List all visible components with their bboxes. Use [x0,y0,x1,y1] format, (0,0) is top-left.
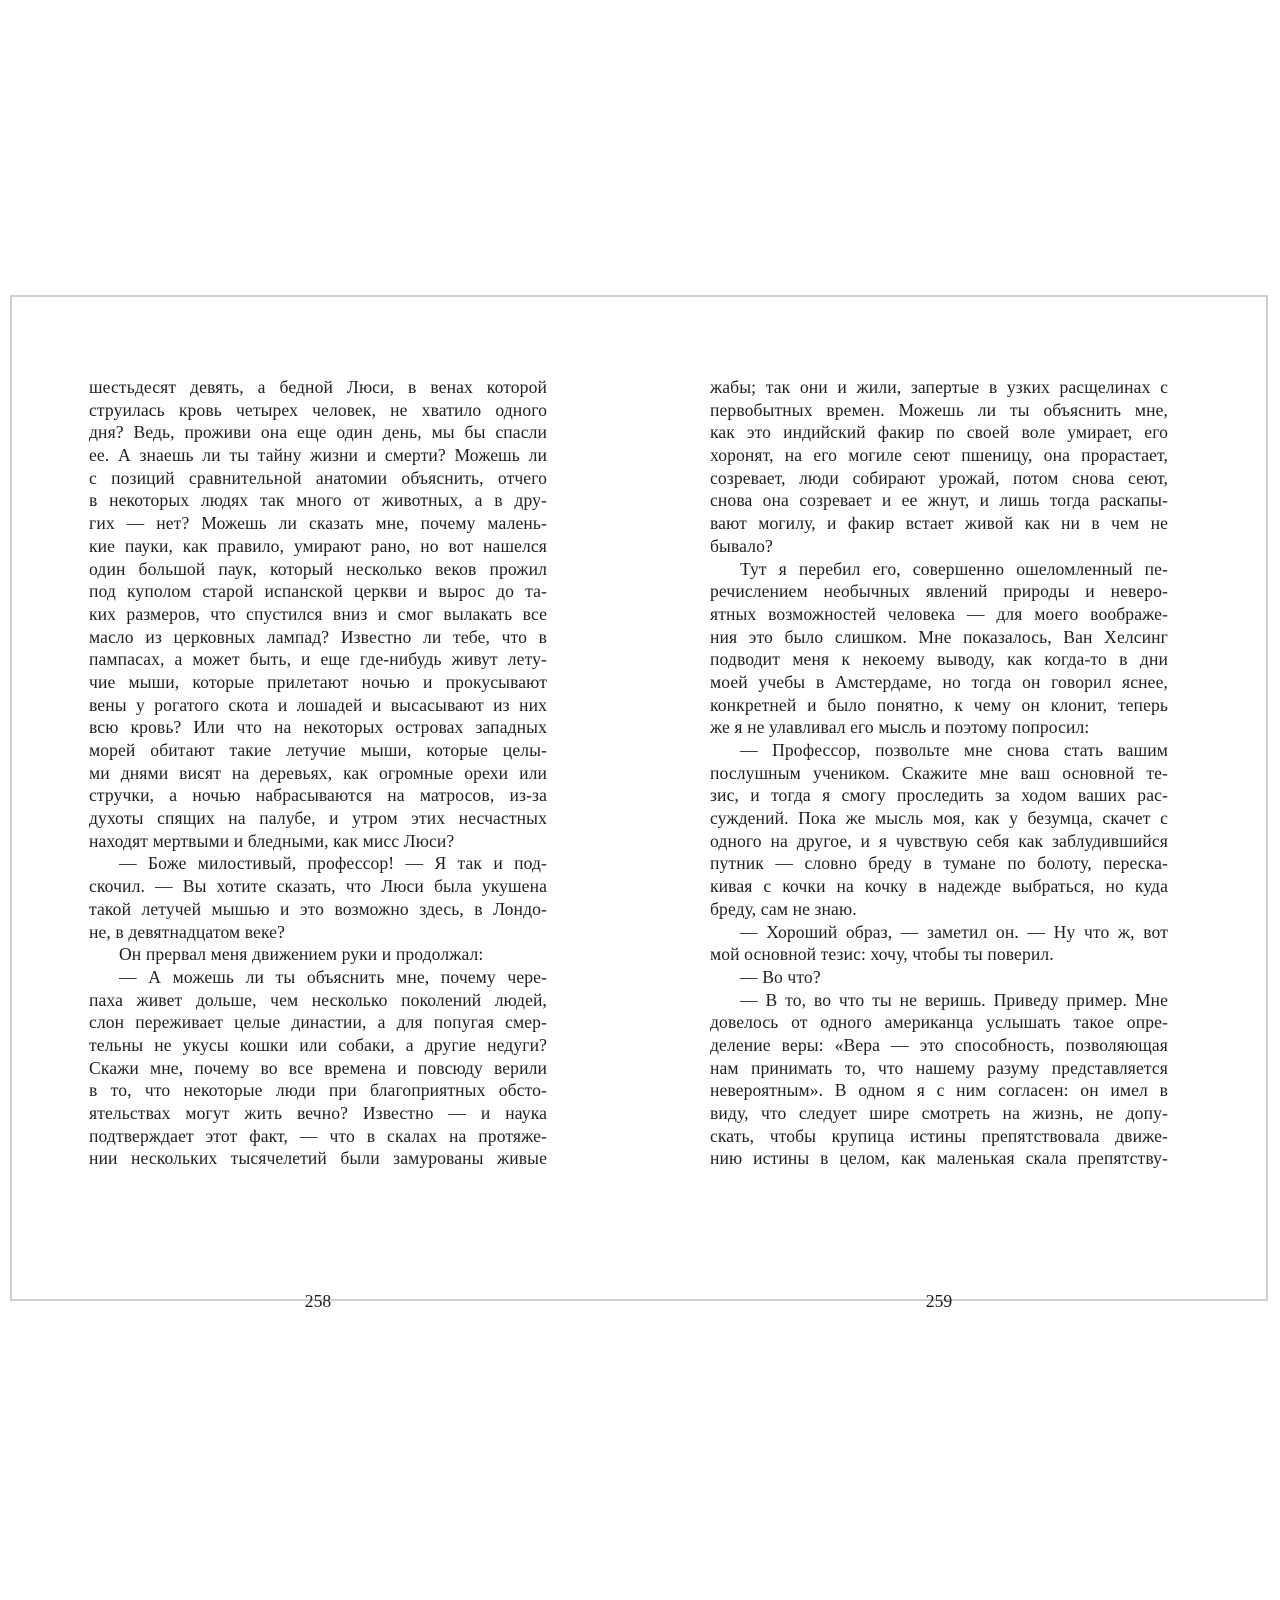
text-line: ких размеров, что спустился вниз и смог вылакать все [89,603,547,624]
text-line: мой основной тезис: хочу, чтобы ты поверил. [710,944,1054,965]
text-line: моей учебы в Амстердаме, но тогда он говорил яснее, [710,671,1168,692]
text-line: вают могилу, и факир встает живой как ни в чем не [710,513,1168,534]
text-line: шестьдесят девять, а бедной Люси, в венах которой [89,377,547,397]
text-line: слон переживает целые династии, а для попугая смер- [89,1012,547,1033]
text-line: — Во что? [740,966,821,987]
text-line: конкретней и было понятно, к чему он клонит, теперь [710,694,1168,715]
text-line: ми днями висят на деревьях, как огромные орехи или [89,762,547,783]
text-line: под куполом старой испанской церкви и вырос до та- [89,581,547,602]
text-line: кивая с кочки на кочку в надежде выбраться, но куда [710,876,1168,897]
text-line: в некоторых людях так много от животных, а в дру- [89,490,547,511]
right-page-number: 259 [925,1291,953,1311]
text-line: Тут я перебил его, совершенно ошеломленный пе- [740,558,1168,579]
text-line: подводит меня к некоему выводу, как когда-то в дни [710,649,1168,670]
text-line: жабы; так они и жили, запертые в узких расщелинах с [710,377,1168,397]
text-line: духоты спящих на палубе, и утром этих несчастных [89,808,547,829]
text-line: виду, что следует шире смотреть на жизнь, не допу- [710,1103,1168,1123]
text-line: вены у рогатого скота и лошадей и высасывают из них [89,694,547,715]
text-line: же я не улавливал его мысль и поэтому попросил: [710,717,1090,738]
text-line: послушным учеником. Скажите мне ваш основной те- [710,762,1168,783]
book-spread [10,295,1268,1311]
text-line: хоронят, на его могиле сеют пшеницу, она прорастает, [710,445,1168,466]
text-line: ятельствах могут жить вечно? Известно — и наука [89,1103,547,1123]
text-line: всю кровь? Или что на некоторых островах западных [89,717,547,738]
text-line: — Боже милостивый, профессор! — Я так и под- [119,853,547,874]
text-line: деление веры: «Вера — это способность, позволяющая [710,1034,1168,1055]
text-line: дня? Ведь, проживи она еще один день, мы бы спасли [89,422,547,443]
text-line: первобытных времен. Можешь ли ты объяснить мне, [710,399,1168,420]
text-line: подтверждает этот факт, — что в скалах на протяже- [89,1125,547,1146]
text-line: стручки, а ночью набрасываются на матросов, из-за [89,785,547,806]
text-line: бывало? [710,535,773,556]
text-line: — В то, во что ты не веришь. Приведу пример. Мне [740,989,1168,1010]
text-line: созревает, люди собирают урожай, потом снова сеют, [710,467,1168,488]
text-line: один большой паук, который несколько веков прожил [89,558,547,579]
text-line: такой летучей мышью и это возможно здесь, в Лондо- [89,898,547,919]
text-line: как это индийский факир по своей воле умирает, его [710,422,1168,443]
text-line: довелось от одного американца услышать такое опре- [710,1012,1168,1033]
left-page-text [89,376,547,1170]
right-page [710,376,1168,1311]
text-line: — А можешь ли ты объяснить мне, почему чере- [119,966,547,987]
text-line: одного на другое, и я чувствую себя как заблудившийся [710,830,1168,851]
text-line: ее. А знаешь ли ты тайну жизни и смерти? Можешь ли [89,445,547,466]
text-line: — Хороший образ, — заметил он. — Ну что ж, вот [740,921,1168,942]
text-line: путник — словно бреду в тумане по болоту, переска- [710,853,1168,874]
text-line: пампасах, а может быть, и еще где-нибудь живут лету- [89,649,547,670]
text-line: струилась кровь четырех человек, не хватило одного [89,399,547,420]
text-line: в то, что некоторые люди при благоприятных обсто- [89,1080,547,1101]
text-line: с позиций сравнительной анатомии объяснить, отчего [89,467,547,488]
text-line: тельны не укусы кошки или собаки, а другие недуги? [89,1034,547,1055]
text-line: снова она созревает и ее жнут, и лишь тогда раскапы- [710,490,1168,511]
text-line: чие мыши, которые прилетают ночью и прокусывают [89,671,547,692]
text-line: речислением необычных явлений природы и неверо- [710,581,1168,602]
right-page-text [710,376,1168,1170]
text-line: паха живет дольше, чем несколько поколений людей, [89,989,547,1010]
text-line: зис, и тогда я смогу проследить за ходом ваших рас- [710,785,1168,806]
text-line: невероятным». В одном я с ним согласен: он имел в [710,1080,1168,1101]
text-line: — Профессор, позвольте мне снова стать вашим [740,740,1168,760]
text-line: скочил. — Вы хотите сказать, что Люси была укушена [89,876,547,897]
text-line: гих — нет? Можешь ли сказать мне, почему малень- [89,513,547,534]
text-line: суждений. Пока же мысль моя, как у безумца, скачет с [710,808,1168,829]
text-line: ятных возможностей человека — для моего воображе- [710,603,1168,624]
text-line: ния это было слишком. Мне показалось, Ван Хелсинг [710,626,1168,647]
left-page-number: 258 [304,1291,332,1311]
text-line: морей обитают такие летучие мыши, которые целы- [89,740,547,760]
left-page [89,376,547,1311]
text-line: Скажи мне, почему во все времена и повсюду верили [89,1057,547,1078]
text-line: нию истины в целом, как маленькая скала препятству- [710,1148,1168,1169]
text-line: скать, чтобы крупица истины препятствовала движе- [710,1125,1168,1146]
text-line: бреду, сам не знаю. [710,898,857,919]
text-line: нам принимать то, что нашему разуму представляется [710,1057,1168,1078]
text-line: Он прервал меня движением руки и продолжал: [119,944,484,965]
text-line: масло из церковных лампад? Известно ли тебе, что в [89,626,547,647]
text-line: не, в девятнадцатом веке? [89,921,285,942]
text-line: нии нескольких тысячелетий были замурованы живые [89,1148,547,1169]
text-line: кие пауки, как правило, умирают рано, но вот нашелся [89,535,547,556]
text-line: находят мертвыми и бледными, как мисс Люси? [89,830,455,851]
